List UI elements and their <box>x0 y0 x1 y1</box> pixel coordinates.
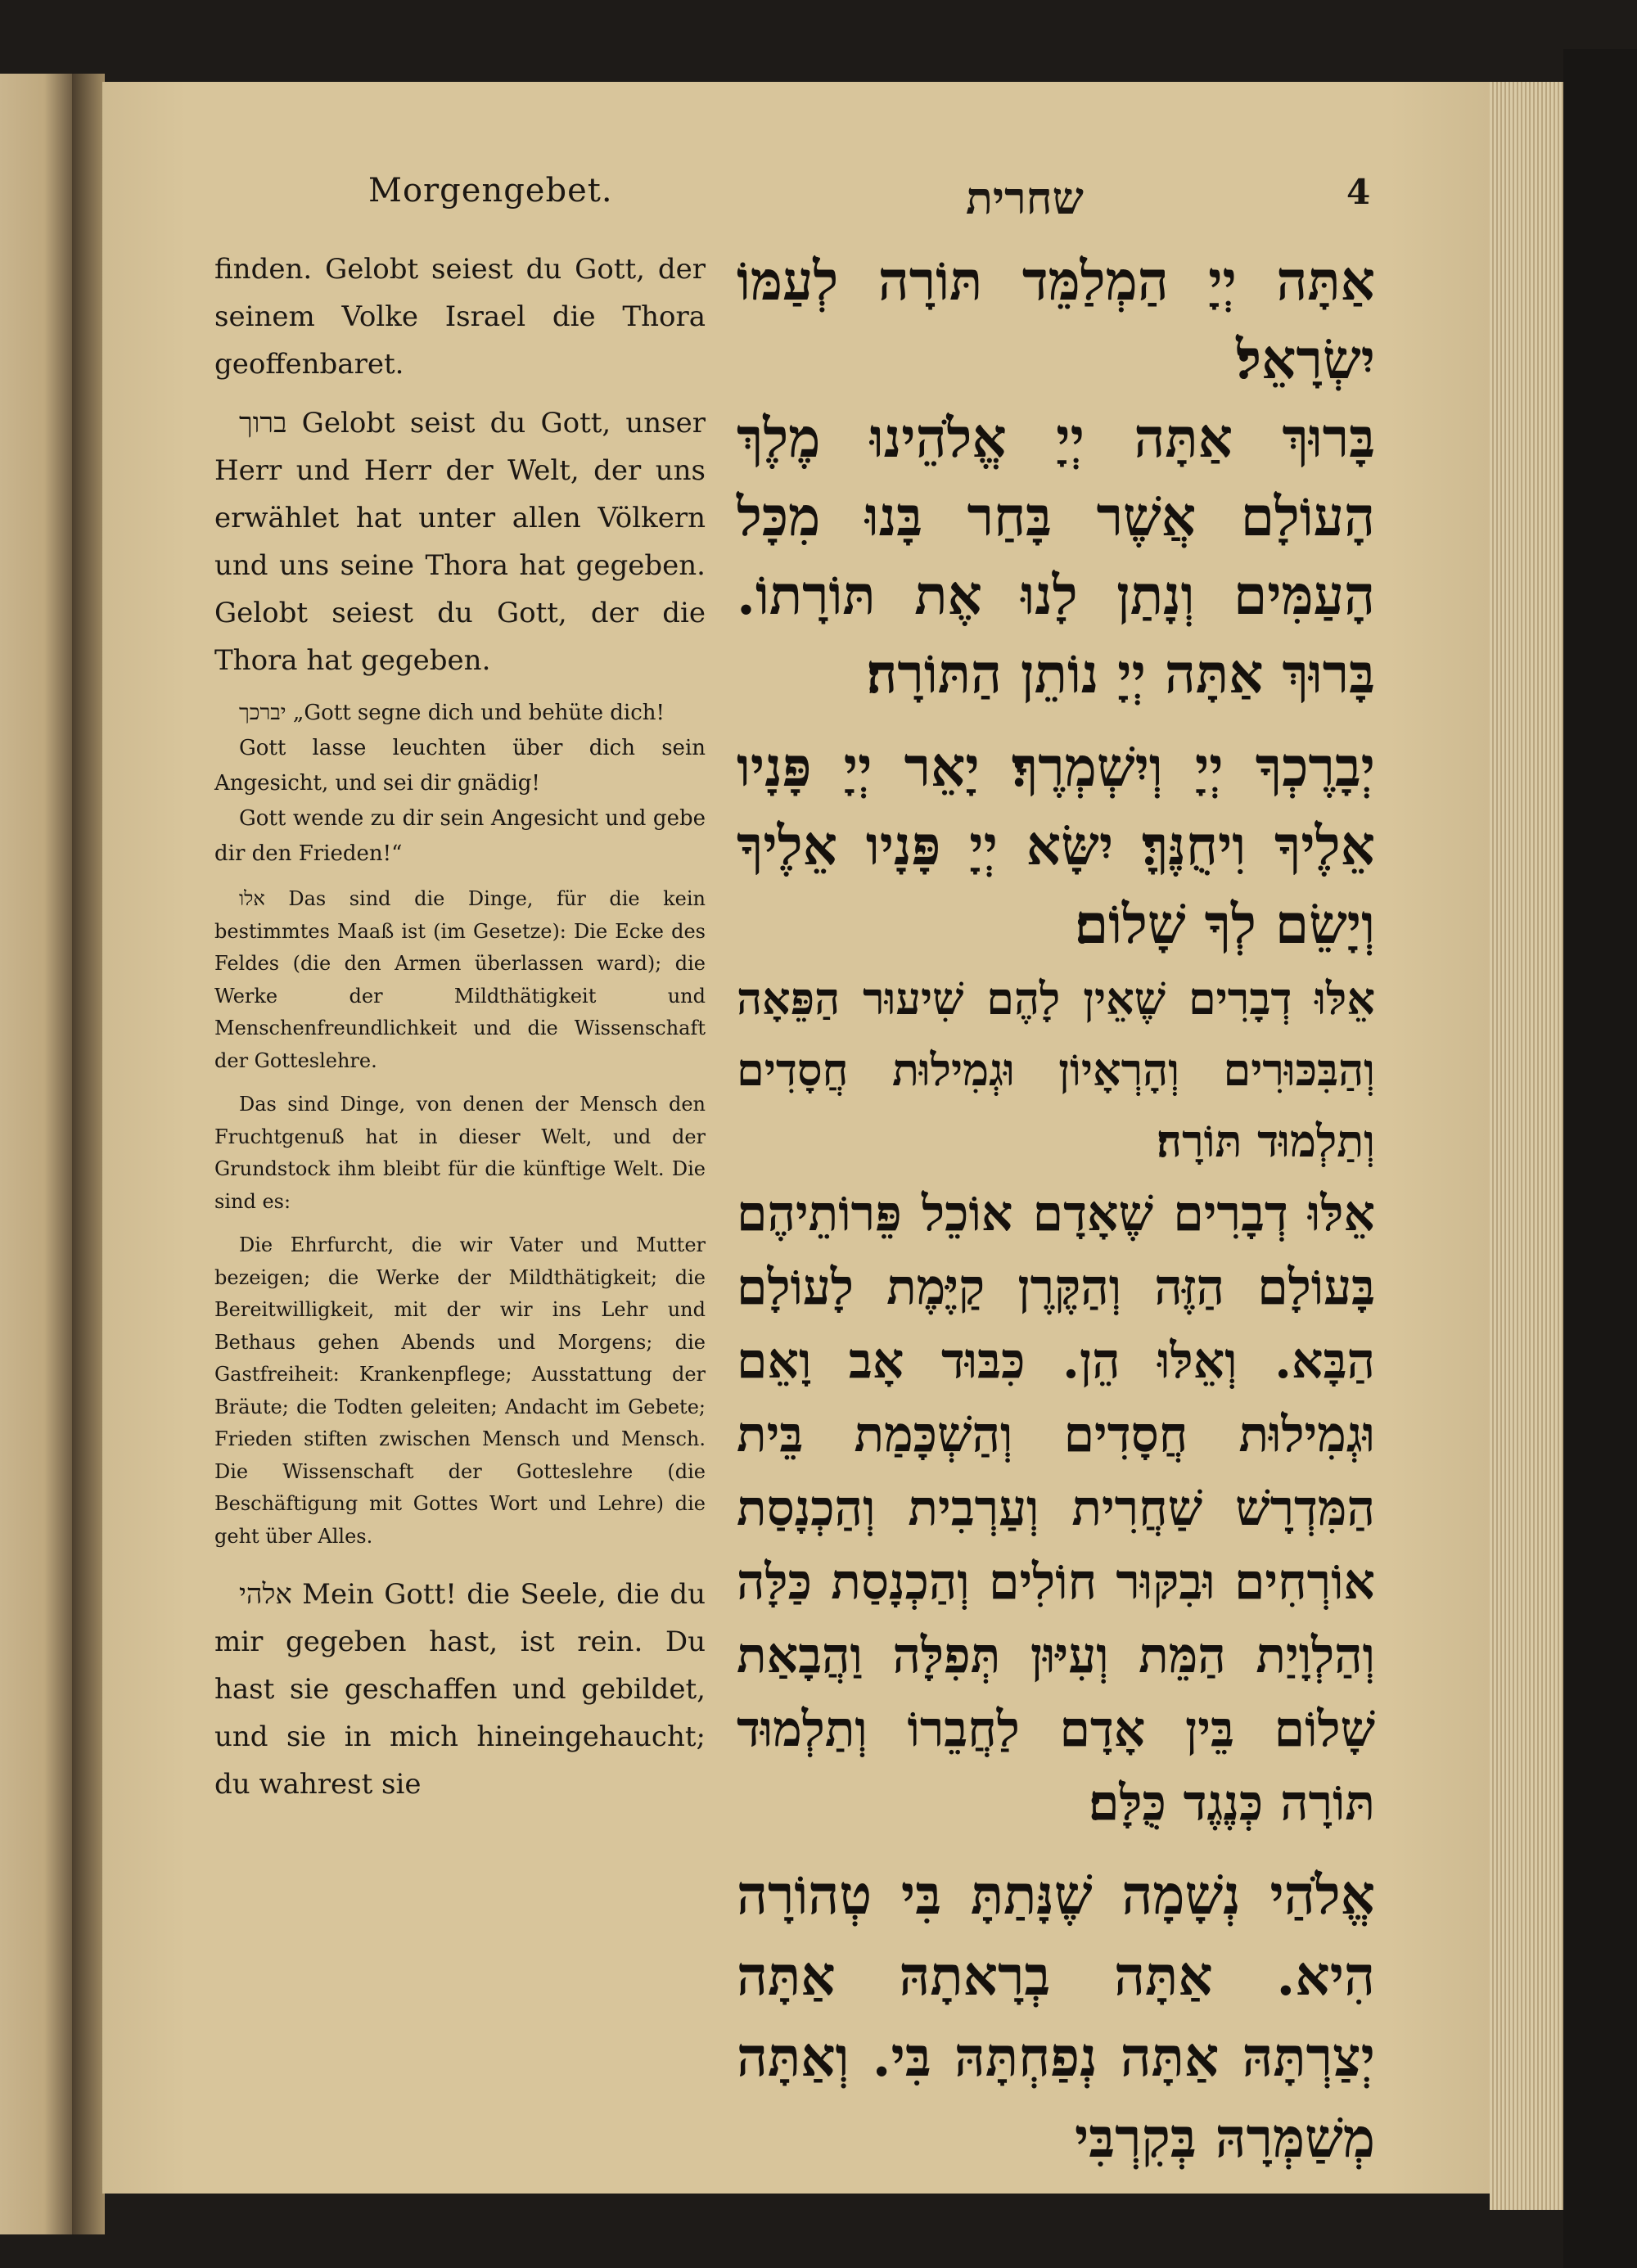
hebrew-paragraph: אֵלּוּ דְבָרִים שֶׁאֵין לָהֶם שִׁיעוּר הַפֵּאָה וְהַבִּכּוּרִים וְהָרְאָיוֹן וּגְמִילוּת חֲסָדִים וְתַלְמוּד תּוֹרָה׃ <box>737 972 1375 1167</box>
page-number: 4 <box>1346 172 1371 212</box>
hebrew-paragraph: אֱלֹהַי נְשָׁמָה שֶׁנָּתַתָּ בִּי טְהוֹרָה הִיא. אַתָּה בְרָאתָהּ אַתָּה יְצַרְתָּהּ אַתָּה נְפַחְתָּהּ בִּי. וְאַתָּה מְשַׁמְּרָהּ בְּקִרְבִּי <box>737 1863 1375 2170</box>
german-paragraph: אלהי Mein Gott! die Seele, die du mir gegeben hast, ist rein. Du hast sie geschaffen und gebildet, und sie in mich hineingehaucht; du wahrest sie <box>214 1578 706 1801</box>
german-paragraph: Gott wende zu dir sein Angesicht und gebe dir den Frieden!“ <box>214 806 706 866</box>
german-paragraph: Das sind Dinge, von denen der Mensch den Fruchtgenuß hat in dieser Welt, und der Grundstock ihm bleibt für die künftige Welt. Die sind es: <box>214 1093 706 1213</box>
hebrew-paragraph: אַתָּה יְיָ הַמְלַמֵּד תּוֹרָה לְעַמּוֹ יִשְׂרָאֵל׃ <box>737 249 1375 391</box>
page-edges <box>1490 82 1567 2210</box>
book-gutter <box>72 74 105 2234</box>
german-running-head: Morgengebet. <box>368 172 613 210</box>
hebrew-paragraph: יְבָרֶכְךָ יְיָ וְיִשְׁמְרֶךָ׃ יָאֵר יְיָ פָּנָיו אֵלֶיךָ וִיחֻנֶּךָּ׃ יִשָּׂא יְיָ פָּנָיו אֵלֶיךָ וְיָשֵׂם לְךָ שָׁלוֹם׃ <box>737 735 1375 956</box>
facing-page-edge <box>0 74 74 2234</box>
german-paragraph: ברוך Gelobt seist du Gott, unser Herr und Herr der Welt, der uns erwählet hat unter allen Völkern und uns seine Thora hat gegeben. Gelobt seiest du Gott, der die Thora hat gegeben. <box>214 407 706 677</box>
german-paragraph: אלו Das sind die Dinge, für die kein bestimmtes Maaß ist (im Gesetze): Die Ecke des Feldes (die den Armen überlassen ward); die Werke der Mildthätigkeit und Menschenfreundlichkeit und die Wissenschaft der Gotteslehre. <box>214 887 706 1072</box>
german-paragraph: Gott lasse leuchten über dich sein Angesicht, und sei dir gnädig! <box>214 736 706 796</box>
german-paragraph: finden. Gelobt seiest du Gott, der seinem Volke Israel die Thora geoffenbaret. <box>214 253 706 381</box>
german-paragraph: Die Ehrfurcht, die wir Vater und Mutter bezeigen; die Werke der Mildthätigkeit; die Bereitwilligkeit, mit der wir ins Lehr und Bethaus gehen Abends und Morgens; die Gastfreiheit: Krankenpflege; Ausstattung der Bräute; die Todten geleiten; Andacht im Gebete; Frieden stiften zwischen Mensch und Mensch. Die Wissenschaft der Gotteslehre (die Beschäftigung mit Gottes Wort und Lehre) die geht über Alles. <box>214 1233 706 1548</box>
hebrew-running-head: שחרית <box>966 172 1084 224</box>
german-translation-column <box>214 246 706 1808</box>
hebrew-paragraph: בָּרוּךְ אַתָּה יְיָ אֱלֹהֵינוּ מֶלֶךְ הָעוֹלָם אֲשֶׁר בָּחַר בָּנוּ מִכָּל הָעַמִּים וְנָתַן לָנוּ אֶת תּוֹרָתוֹ. בָּרוּךְ אַתָּה יְיָ נוֹתֵן הַתּוֹרָה׃ <box>737 406 1375 706</box>
hebrew-paragraph: אֵלּוּ דְבָרִים שֶׁאָדָם אוֹכֵל פֵּרוֹתֵיהֶם בָּעוֹלָם הַזֶּה וְהַקֶּרֶן קַיֶּמֶת לָעוֹלָם הַבָּא. וְאֵלּוּ הֵן. כִּבּוּד אָב וָאֵם וּגְמִילוּת חֲסָדִים וְהַשְׁכָּמַת בֵּית הַמִּדְרָשׁ שַׁחֲרִית וְעַרְבִית וְהַכְנָסַת אוֹרְחִים וּבִקּוּר חוֹלִים וְהַכְנָסַת כַּלָּה וְהַלְוָיַת הַמֵּת וְעִיּוּן תְּפִלָּה וַהֲבָאַת שָׁלוֹם בֵּין אָדָם לַחֲבֵרוֹ וְתַלְמוּד תּוֹרָה כְּנֶגֶד כֻּלָּם׃ <box>737 1185 1375 1832</box>
book-cover <box>1563 49 1637 2268</box>
hebrew-prayer-column <box>737 241 1375 2179</box>
german-paragraph: יברכך „Gott segne dich und behüte dich! <box>239 701 665 725</box>
